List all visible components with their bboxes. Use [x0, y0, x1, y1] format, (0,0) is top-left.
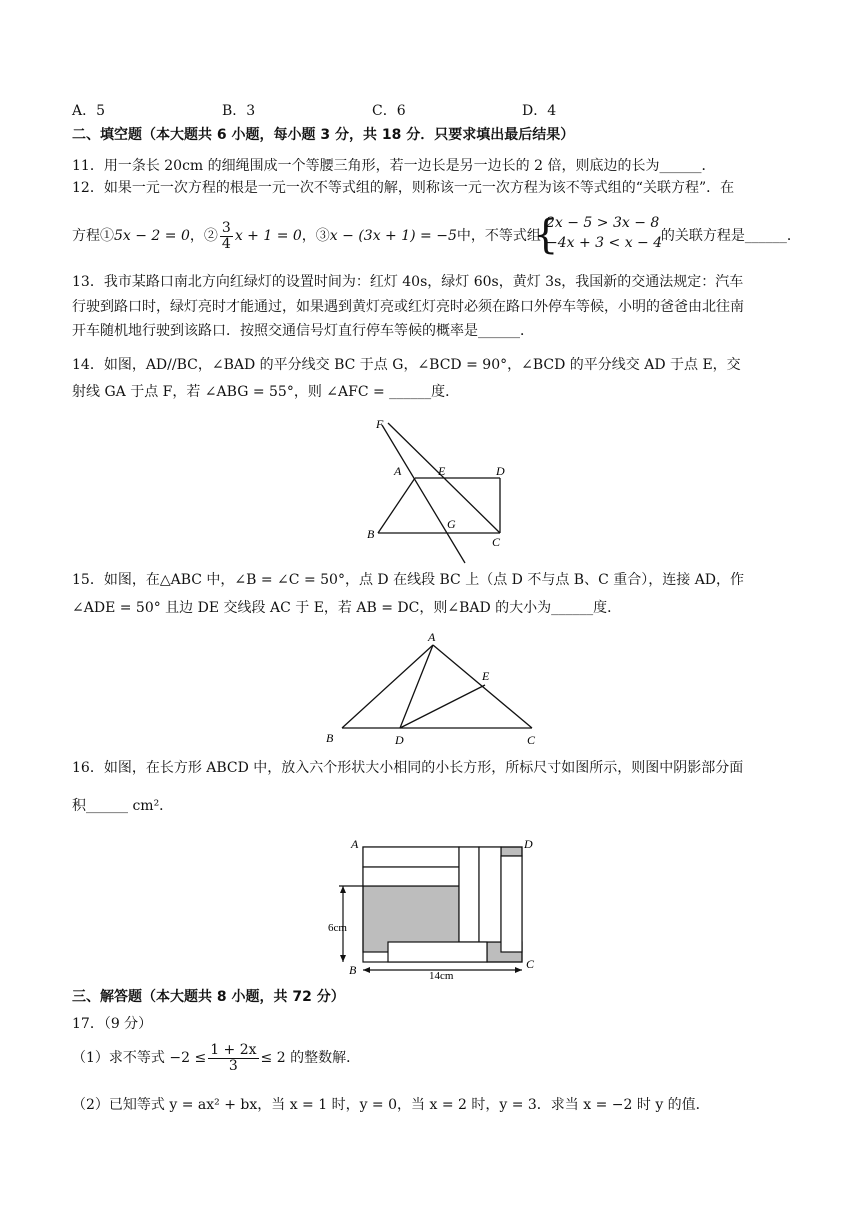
- q17-part1: [72, 1038, 360, 1078]
- q12-frac-den: 4: [221, 235, 231, 252]
- q15-label-b: B: [326, 731, 334, 745]
- q16-shade-top: [501, 847, 522, 856]
- q16-arrow-right-icon: [515, 967, 522, 973]
- q14-label-b: B: [367, 527, 375, 541]
- q16-small-rect-5: [501, 856, 522, 952]
- q15-line-de: [400, 685, 485, 728]
- q16-label-a: A: [351, 837, 359, 851]
- choice-b: B．3: [222, 103, 256, 119]
- q12-sys1: 2x − 5 > 3x − 8: [546, 215, 660, 231]
- q15-figure: [320, 630, 550, 748]
- q17-part2: （2）已知等式 y = ax² + bx，当 x = 1 时，y = 0，当 x = 2 时，y = 3．求当 x = −2 时 y 的值．: [72, 1097, 710, 1113]
- q12-eq3: x − (3x + 1) = −5: [329, 228, 457, 244]
- q16-label-width: 14cm: [429, 970, 454, 980]
- q16-arrow-down-icon: [340, 955, 346, 962]
- q15-label-e: E: [482, 669, 490, 683]
- q13-line2: 行驶到路口时，绿灯亮时才能通过，如果遇到黄灯亮或红灯亮时必须在路口外停车等候，小明的爸爸由北往南: [72, 299, 744, 315]
- q15-label-d: D: [395, 733, 404, 747]
- q15-label-c: C: [527, 733, 536, 747]
- q17-p1-prefix: （1）求不等式 −2 ≤: [72, 1050, 207, 1066]
- q12-line2: [72, 216, 801, 256]
- q12-sys2: −4x + 3 < x − 4: [546, 235, 663, 251]
- q12-prefix: 方程①: [72, 228, 114, 244]
- choice-a: A．5: [72, 103, 106, 119]
- q16-label-height: 6cm: [328, 922, 347, 934]
- q16-small-rect-2: [363, 867, 459, 886]
- q12-fraction: [220, 221, 233, 252]
- q12-sep1: ，②: [189, 228, 218, 244]
- q16-small-rect-3: [459, 847, 479, 942]
- q16-small-rect-4: [479, 847, 501, 942]
- q15-line-ad: [400, 645, 433, 728]
- q16-figure: [325, 832, 547, 980]
- q14-ray-ga: [382, 425, 465, 563]
- q12-eq2-tail: x + 1 = 0: [234, 228, 302, 244]
- q14-figure: [360, 415, 510, 565]
- section2-heading: 二、填空题（本大题共 6 小题，每小题 3 分，共 18 分．只要求填出最后结果）: [72, 127, 575, 143]
- q15-line-ab: [342, 645, 433, 728]
- q15-line2: ∠ADE = 50° 且边 DE 交线段 AC 于 E，若 AB = DC，则∠BAD 的大小为______度．: [72, 600, 622, 616]
- q12-brace: {: [533, 212, 559, 258]
- q16-label-b: B: [349, 963, 357, 977]
- q14-label-c: C: [492, 535, 501, 549]
- q14-label-a: A: [394, 464, 402, 478]
- q16-arrow-left-icon: [363, 967, 370, 973]
- q16-label-c: C: [526, 957, 535, 971]
- q17-fraction: [208, 1043, 258, 1074]
- q11-text: 11．用一条长 20cm 的细绳围成一个等腰三角形，若一边长是另一边长的 2 倍，则底边的长为______．: [72, 158, 716, 174]
- choice-c: C．6: [372, 103, 406, 119]
- q16-label-d: D: [524, 837, 533, 851]
- q12-eq1: 5x − 2 = 0: [114, 228, 190, 244]
- q17-frac-num: 1 + 2x: [210, 1041, 257, 1058]
- q14-label-d: D: [496, 464, 505, 478]
- q12-mid: 中，不等式组: [456, 228, 541, 244]
- q13-line1: 13．我市某路口南北方向红绿灯的设置时间为：红灯 40s，绿灯 60s，黄灯 3s，我国新的交通法规定：汽车: [72, 274, 744, 290]
- q14-line1: 14．如图，AD//BC，∠BAD 的平分线交 BC 于点 G，∠BCD = 90°，∠BCD 的平分线交 AD 于点 E，交: [72, 357, 741, 373]
- q14-label-e: E: [438, 464, 446, 478]
- q12-suffix: 的关联方程是______．: [660, 228, 801, 244]
- q12-sep2: ，③: [301, 228, 330, 244]
- q16-line1: 16．如图，在长方形 ABCD 中，放入六个形状大小相同的小长方形，所标尺寸如图所示，则图中阴影部分面: [72, 760, 744, 776]
- q15-label-a: A: [428, 630, 436, 644]
- q17-p1-suffix: ≤ 2 的整数解．: [260, 1050, 361, 1066]
- q12-frac-num: 3: [221, 219, 231, 236]
- q17-title: 17．（9 分）: [72, 1016, 153, 1032]
- q14-label-f: F: [376, 417, 384, 431]
- q14-label-g: G: [447, 517, 456, 531]
- q16-line2: 积______ cm²．: [72, 798, 174, 814]
- q15-line1: 15．如图，在△ABC 中，∠B = ∠C = 50°，点 D 在线段 BC 上（点 D 不与点 B、C 重合），连接 AD，作: [72, 572, 745, 588]
- q12-line1: 12．如果一元一次方程的根是一元一次不等式组的解，则称该一元一次方程为该不等式组的“关联方程”．在: [72, 180, 735, 196]
- q16-small-rect-6: [388, 942, 487, 962]
- q16-small-rect-1: [363, 847, 459, 867]
- q17-frac-den: 3: [228, 1057, 238, 1074]
- q16-arrow-up-icon: [340, 886, 346, 893]
- section3-heading: 三、解答题（本大题共 8 小题，共 72 分）: [72, 989, 345, 1005]
- q14-line-ba: [378, 478, 415, 533]
- choice-d: D．4: [522, 103, 557, 119]
- q12-system: [546, 213, 662, 253]
- q13-line3: 开车随机地行驶到该路口．按照交通信号灯直行停车等候的概率是______．: [72, 323, 534, 339]
- q14-line2: 射线 GA 于点 F，若 ∠ABG = 55°，则 ∠AFC = ______度．: [72, 384, 460, 400]
